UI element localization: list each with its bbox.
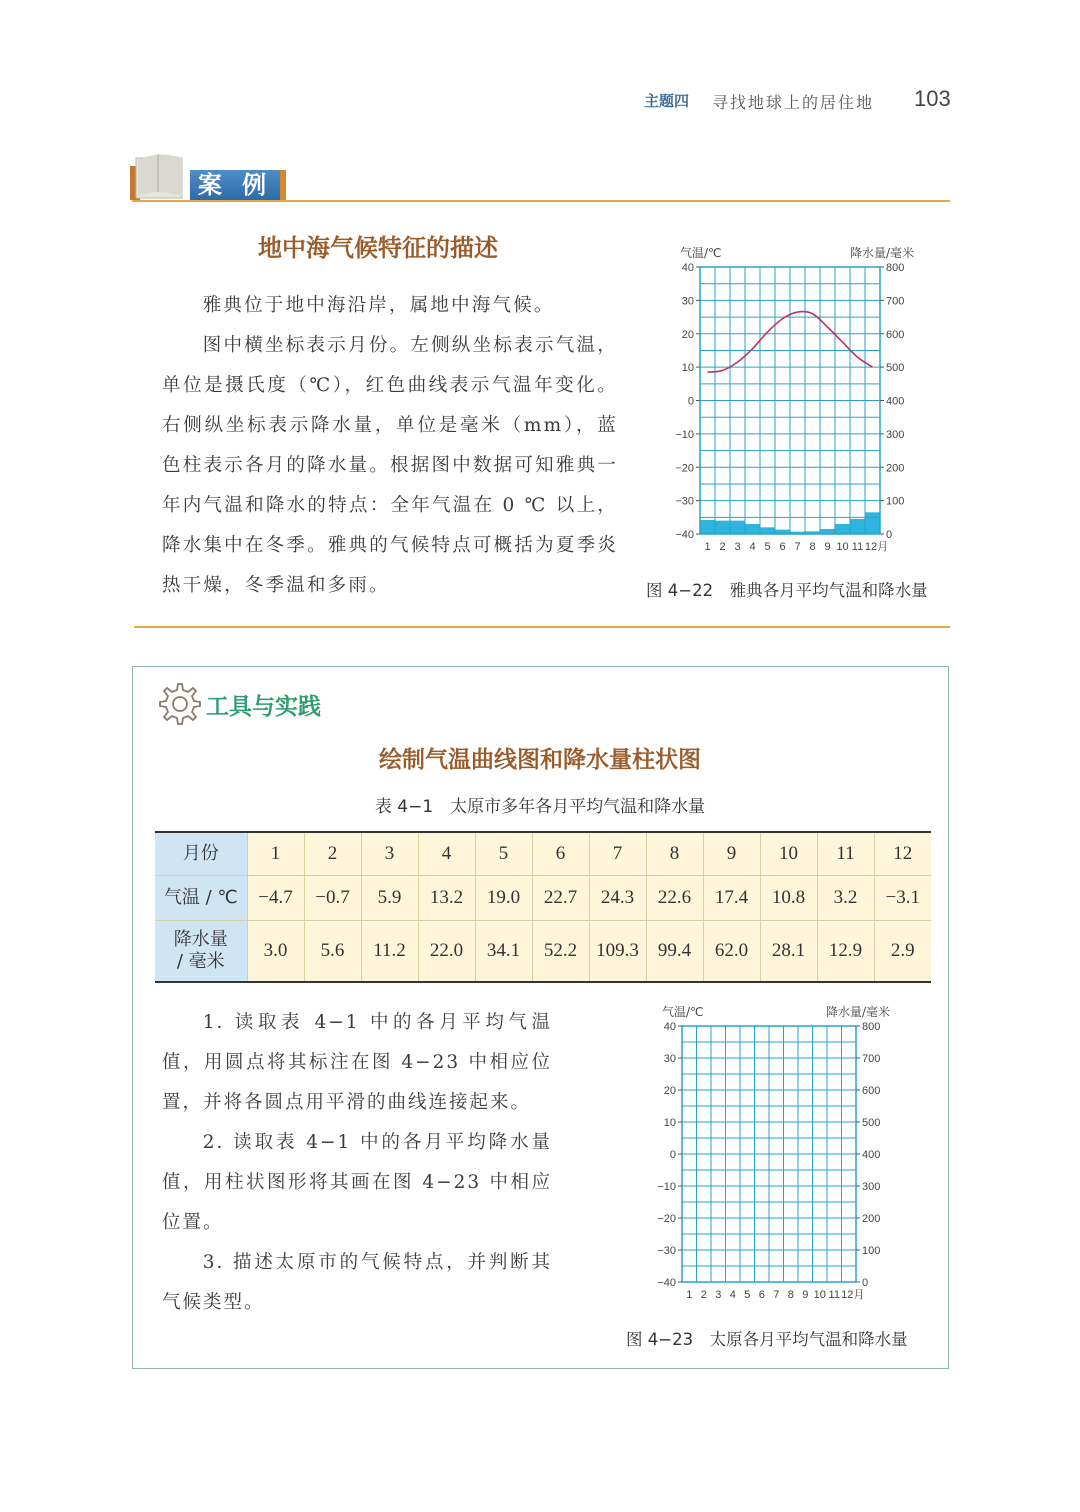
x-tick-label: 9 [802, 1289, 809, 1301]
table-cell: 3.2 [817, 876, 874, 921]
table-cell: 5.9 [361, 876, 418, 921]
x-tick-label: 10 [836, 541, 849, 553]
right-tick-label: 200 [886, 462, 905, 475]
table-cell: 17.4 [703, 876, 760, 921]
left-axis-label: 气温/℃ [662, 1005, 704, 1019]
left-tick-label: −40 [675, 529, 694, 541]
table-cell: 2.9 [874, 921, 931, 983]
x-tick-label: 8 [809, 541, 816, 553]
precip-bar [715, 521, 730, 534]
left-tick-label: 30 [663, 1053, 676, 1065]
right-tick-label: 0 [886, 529, 893, 541]
table-cell: 22.0 [418, 921, 475, 983]
athens-climate-chart [640, 240, 940, 560]
right-tick-label: 100 [862, 1245, 881, 1257]
right-tick-label: 0 [862, 1277, 869, 1289]
table-cell: 12 [874, 832, 931, 876]
left-tick-label: −30 [675, 495, 694, 508]
left-tick-label: −20 [657, 1213, 676, 1225]
figure-caption-4-23: 图 4−23 太原各月平均气温和降水量 [626, 1330, 908, 1349]
precip-bar [865, 512, 880, 534]
x-tick-label: 4 [729, 1289, 736, 1301]
table-cell: 11 [817, 832, 874, 876]
precip-bar [835, 524, 850, 534]
taiyuan-climate-chart [620, 1000, 920, 1310]
case-label: 案 例 [190, 170, 286, 200]
table-cell: 22.6 [646, 876, 703, 921]
right-tick-label: 100 [886, 495, 905, 508]
right-tick-label: 800 [886, 262, 905, 274]
table-cell: 52.2 [532, 921, 589, 983]
left-tick-label: 0 [687, 395, 694, 408]
tools-title: 绘制气温曲线图和降水量柱状图 [379, 746, 701, 773]
x-tick-label: 12月 [841, 1289, 865, 1301]
precip-bar [760, 527, 775, 534]
book-icon [128, 148, 192, 202]
x-tick-label: 5 [764, 541, 771, 553]
x-tick-label: 4 [749, 541, 756, 553]
x-tick-label: 7 [794, 541, 801, 553]
table-cell: 2 [304, 832, 361, 876]
table-cell: −0.7 [304, 876, 361, 921]
table-cell: 22.7 [532, 876, 589, 921]
x-tick-label: 3 [734, 541, 741, 553]
left-tick-label: 0 [669, 1149, 676, 1161]
left-axis-label: 气温/℃ [680, 246, 722, 260]
precip-bar [730, 521, 745, 534]
x-tick-label: 11 [851, 541, 864, 553]
row-header-precipitation: 降水量 / 毫米 [155, 921, 247, 983]
table-cell: 12.9 [817, 921, 874, 983]
x-tick-label: 8 [787, 1289, 794, 1301]
x-tick-label: 7 [773, 1289, 780, 1301]
right-tick-label: 400 [886, 395, 905, 408]
table-cell: 7 [589, 832, 646, 876]
task-3: 3. 描述太原市的气候特点，并判断其气候类型。 [162, 1252, 552, 1313]
figure-caption-4-22: 图 4−22 雅典各月平均气温和降水量 [646, 581, 928, 600]
right-tick-label: 600 [886, 328, 905, 341]
x-tick-label: 1 [686, 1289, 693, 1301]
right-axis-label: 降水量/毫米 [825, 1005, 890, 1019]
left-tick-label: −10 [657, 1181, 676, 1193]
case-paragraph-1: 雅典位于地中海沿岸，属地中海气候。 [202, 295, 555, 316]
table-cell: −4.7 [247, 876, 304, 921]
right-tick-label: 500 [886, 362, 905, 375]
left-tick-label: 10 [663, 1117, 676, 1129]
table-cell: 8 [646, 832, 703, 876]
row-header-month: 月份 [155, 832, 247, 876]
table-caption: 表 4−1 太原市多年各月平均气温和降水量 [374, 797, 706, 817]
table-cell: 99.4 [646, 921, 703, 983]
precip-bar [700, 520, 715, 534]
right-tick-label: 500 [862, 1117, 881, 1129]
table-cell: 1 [247, 832, 304, 876]
left-tick-label: 20 [663, 1085, 676, 1097]
precip-bar [850, 519, 865, 534]
climate-data-table [155, 831, 931, 983]
x-tick-label: 3 [715, 1289, 722, 1301]
precip-bar [820, 529, 835, 534]
left-tick-label: −20 [675, 462, 694, 475]
table-cell: 3 [361, 832, 418, 876]
left-tick-label: −40 [657, 1277, 676, 1289]
left-tick-label: −30 [657, 1245, 676, 1257]
table-cell: 11.2 [361, 921, 418, 983]
left-tick-label: 40 [663, 1021, 676, 1033]
x-tick-label: 2 [700, 1289, 707, 1301]
table-cell: 9 [703, 832, 760, 876]
header-subtitle: 寻找地球上的居住地 [712, 93, 875, 112]
x-tick-label: 5 [744, 1289, 751, 1301]
right-tick-label: 200 [862, 1213, 881, 1225]
table-cell: 4 [418, 832, 475, 876]
precip-bar [745, 524, 760, 534]
x-tick-label: 1 [704, 541, 711, 553]
table-row-precipitation [155, 921, 931, 983]
table-cell: 13.2 [418, 876, 475, 921]
table-cell: 3.0 [247, 921, 304, 983]
right-tick-label: 300 [862, 1181, 881, 1193]
table-row-months [155, 832, 931, 876]
left-tick-label: −10 [675, 428, 694, 441]
left-tick-label: 30 [681, 295, 694, 308]
row-header-temperature: 气温 / ℃ [155, 876, 247, 921]
table-cell: 24.3 [589, 876, 646, 921]
tools-heading: 工具与实践 [206, 694, 321, 720]
gear-icon [154, 680, 202, 728]
x-tick-label: 6 [758, 1289, 765, 1301]
table-cell: 28.1 [760, 921, 817, 983]
right-tick-label: 600 [862, 1085, 881, 1097]
table-row-temperature [155, 876, 931, 921]
table-cell: −3.1 [874, 876, 931, 921]
x-tick-label: 10 [813, 1289, 826, 1301]
case-rule [132, 200, 950, 202]
left-tick-label: 40 [681, 262, 694, 274]
table-cell: 6 [532, 832, 589, 876]
table-cell: 5.6 [304, 921, 361, 983]
section-divider [134, 626, 950, 628]
right-axis-label: 降水量/毫米 [849, 246, 914, 260]
table-cell: 34.1 [475, 921, 532, 983]
table-cell: 62.0 [703, 921, 760, 983]
table-cell: 19.0 [475, 876, 532, 921]
table-cell: 10 [760, 832, 817, 876]
case-title: 地中海气候特征的描述 [258, 233, 498, 262]
x-tick-label: 2 [719, 541, 726, 553]
x-tick-label: 9 [824, 541, 831, 553]
left-tick-label: 10 [681, 362, 694, 375]
right-tick-label: 300 [886, 428, 905, 441]
left-tick-label: 20 [681, 328, 694, 341]
right-tick-label: 700 [862, 1053, 881, 1065]
right-tick-label: 400 [862, 1149, 881, 1161]
task-2: 2. 读取表 4−1 中的各月平均降水量值，用柱状图形将其画在图 4−23 中相应位置。 [162, 1132, 552, 1233]
x-tick-label: 12月 [864, 541, 889, 553]
header-theme: 主题四 [644, 92, 690, 110]
page-number: 103 [914, 86, 951, 111]
case-paragraph-2: 图中横坐标表示月份。左侧纵坐标表示气温，单位是摄氏度（℃），红色曲线表示气温年变化。右侧纵坐标表示降水量，单位是毫米（mm），蓝色柱表示各月的降水量。根据图中数据可知雅典一年内气温和降水的特点：全年气温在 0 ℃ 以上，降水集中在冬季。雅典的气候特点可概括为夏季炎热干燥，冬季温和多雨。 [162, 335, 618, 596]
x-tick-label: 6 [779, 541, 786, 553]
table-cell: 10.8 [760, 876, 817, 921]
x-tick-label: 11 [828, 1289, 840, 1301]
table-cell: 5 [475, 832, 532, 876]
right-tick-label: 800 [862, 1021, 881, 1033]
task-1: 1. 读取表 4−1 中的各月平均气温值，用圆点将其标注在图 4−23 中相应位置，并将各圆点用平滑的曲线连接起来。 [162, 1012, 552, 1113]
right-tick-label: 700 [886, 295, 905, 308]
table-cell: 109.3 [589, 921, 646, 983]
